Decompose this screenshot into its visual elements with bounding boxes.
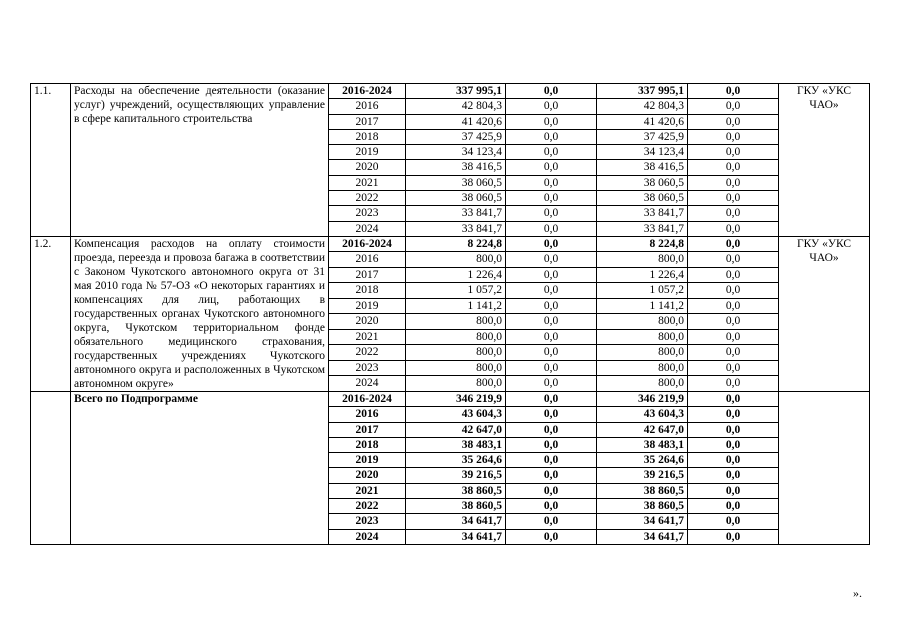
value-cell: 0,0 <box>688 391 779 406</box>
value-cell: 43 604,3 <box>597 407 688 422</box>
value-cell: 0,0 <box>506 129 597 144</box>
value-cell: 0,0 <box>688 529 779 544</box>
year-cell: 2016 <box>329 252 406 268</box>
value-cell: 38 483,1 <box>597 437 688 452</box>
year-cell: 2018 <box>329 437 406 452</box>
value-cell: 0,0 <box>688 329 779 345</box>
value-cell: 39 216,5 <box>597 468 688 483</box>
closing-quote: ». <box>853 586 862 600</box>
value-cell: 800,0 <box>597 376 688 392</box>
value-cell: 38 416,5 <box>597 160 688 175</box>
value-cell: 337 995,1 <box>597 84 688 99</box>
value-cell: 0,0 <box>506 298 597 314</box>
year-cell: 2024 <box>329 376 406 392</box>
value-cell: 800,0 <box>597 314 688 330</box>
total-cell: 41 420,6 <box>406 114 506 129</box>
total-cell: 38 416,5 <box>406 160 506 175</box>
total-cell: 38 483,1 <box>406 437 506 452</box>
value-cell: 0,0 <box>506 191 597 206</box>
year-cell: 2022 <box>329 345 406 361</box>
value-cell: 0,0 <box>688 314 779 330</box>
total-cell: 38 860,5 <box>406 483 506 498</box>
year-cell: 2021 <box>329 483 406 498</box>
value-cell: 0,0 <box>688 376 779 392</box>
year-cell: 2022 <box>329 499 406 514</box>
value-cell: 0,0 <box>688 298 779 314</box>
total-cell: 33 841,7 <box>406 206 506 221</box>
year-cell: 2016-2024 <box>329 84 406 99</box>
total-cell: 1 057,2 <box>406 283 506 299</box>
value-cell: 800,0 <box>597 360 688 376</box>
total-cell: 38 860,5 <box>406 499 506 514</box>
year-cell: 2017 <box>329 114 406 129</box>
value-cell: 0,0 <box>688 252 779 268</box>
value-cell: 800,0 <box>597 252 688 268</box>
year-cell: 2024 <box>329 529 406 544</box>
value-cell: 0,0 <box>506 160 597 175</box>
subprogram-total-label: Всего по Подпрограмме <box>71 391 329 544</box>
value-cell: 0,0 <box>688 145 779 160</box>
total-cell: 800,0 <box>406 329 506 345</box>
year-cell: 2023 <box>329 514 406 529</box>
value-cell: 0,0 <box>506 483 597 498</box>
value-cell: 1 057,2 <box>597 283 688 299</box>
year-cell: 2020 <box>329 160 406 175</box>
total-cell: 34 641,7 <box>406 514 506 529</box>
value-cell: 1 226,4 <box>597 267 688 283</box>
value-cell: 0,0 <box>688 99 779 114</box>
total-cell: 38 060,5 <box>406 191 506 206</box>
value-cell: 0,0 <box>506 468 597 483</box>
value-cell: 0,0 <box>688 514 779 529</box>
value-cell: 0,0 <box>506 145 597 160</box>
activity-name: Компенсация расходов на оплату стоимости проезда, переезда и провоза багажа в соответствии с Законом Чукотского автономного округа от 31 мая 2010 года № 57-ОЗ «О некоторых гарантиях и компенсациях для лиц, работающих в государственных органах Чукотского автономного округа, Чукотском территориальном фонде обязательного медицинского страхования, государственных учреждениях Чукотского автономного округа и расположенных в Чукотском автономном округе» <box>71 236 329 391</box>
value-cell: 0,0 <box>506 422 597 437</box>
value-cell: 0,0 <box>688 114 779 129</box>
table-body <box>31 84 870 545</box>
value-cell: 0,0 <box>688 191 779 206</box>
value-cell: 0,0 <box>688 360 779 376</box>
row-number <box>31 391 71 544</box>
value-cell: 0,0 <box>688 345 779 361</box>
row-number: 1.1. <box>31 84 71 237</box>
year-cell: 2016-2024 <box>329 391 406 406</box>
year-cell: 2016 <box>329 99 406 114</box>
value-cell: 0,0 <box>506 206 597 221</box>
value-cell: 0,0 <box>506 175 597 190</box>
value-cell: 0,0 <box>506 376 597 392</box>
value-cell: 0,0 <box>506 499 597 514</box>
total-cell: 37 425,9 <box>406 129 506 144</box>
value-cell: 34 123,4 <box>597 145 688 160</box>
value-cell: 0,0 <box>688 437 779 452</box>
year-cell: 2022 <box>329 191 406 206</box>
value-cell: 0,0 <box>506 329 597 345</box>
value-cell: 0,0 <box>688 206 779 221</box>
value-cell: 0,0 <box>506 391 597 406</box>
year-cell: 2016 <box>329 407 406 422</box>
total-cell: 33 841,7 <box>406 221 506 236</box>
total-cell: 34 123,4 <box>406 145 506 160</box>
table-row <box>31 236 870 252</box>
year-cell: 2017 <box>329 422 406 437</box>
value-cell: 0,0 <box>506 407 597 422</box>
value-cell: 0,0 <box>506 267 597 283</box>
value-cell: 42 804,3 <box>597 99 688 114</box>
total-cell: 1 141,2 <box>406 298 506 314</box>
value-cell: 0,0 <box>688 160 779 175</box>
value-cell: 0,0 <box>506 514 597 529</box>
total-cell: 800,0 <box>406 252 506 268</box>
value-cell: 0,0 <box>506 236 597 252</box>
year-cell: 2020 <box>329 314 406 330</box>
total-cell: 800,0 <box>406 376 506 392</box>
value-cell: 0,0 <box>688 175 779 190</box>
budget-table <box>30 83 870 545</box>
value-cell: 0,0 <box>506 529 597 544</box>
value-cell: 0,0 <box>506 360 597 376</box>
total-cell: 34 641,7 <box>406 529 506 544</box>
value-cell: 33 841,7 <box>597 221 688 236</box>
table-row <box>31 391 870 406</box>
value-cell: 0,0 <box>506 99 597 114</box>
value-cell: 0,0 <box>506 221 597 236</box>
value-cell: 34 641,7 <box>597 514 688 529</box>
value-cell: 34 641,7 <box>597 529 688 544</box>
activity-name: Расходы на обеспечение деятельности (оказание услуг) учреждений, осуществляющих управление в сфере капитального строительства <box>71 84 329 237</box>
total-cell: 346 219,9 <box>406 391 506 406</box>
value-cell: 35 264,6 <box>597 453 688 468</box>
total-cell: 35 264,6 <box>406 453 506 468</box>
total-cell: 1 226,4 <box>406 267 506 283</box>
executor <box>779 391 870 544</box>
year-cell: 2017 <box>329 267 406 283</box>
value-cell: 800,0 <box>597 329 688 345</box>
value-cell: 0,0 <box>506 252 597 268</box>
year-cell: 2019 <box>329 298 406 314</box>
value-cell: 41 420,6 <box>597 114 688 129</box>
value-cell: 0,0 <box>688 483 779 498</box>
year-cell: 2024 <box>329 221 406 236</box>
total-cell: 39 216,5 <box>406 468 506 483</box>
value-cell: 8 224,8 <box>597 236 688 252</box>
executor: ГКУ «УКС ЧАО» <box>779 236 870 391</box>
value-cell: 0,0 <box>688 499 779 514</box>
table-row <box>31 84 870 99</box>
year-cell: 2023 <box>329 360 406 376</box>
value-cell: 0,0 <box>688 221 779 236</box>
value-cell: 0,0 <box>688 407 779 422</box>
total-cell: 337 995,1 <box>406 84 506 99</box>
total-cell: 800,0 <box>406 345 506 361</box>
value-cell: 38 860,5 <box>597 483 688 498</box>
row-number: 1.2. <box>31 236 71 391</box>
value-cell: 346 219,9 <box>597 391 688 406</box>
total-cell: 42 804,3 <box>406 99 506 114</box>
value-cell: 0,0 <box>688 267 779 283</box>
value-cell: 37 425,9 <box>597 129 688 144</box>
year-cell: 2016-2024 <box>329 236 406 252</box>
value-cell: 38 060,5 <box>597 175 688 190</box>
total-cell: 42 647,0 <box>406 422 506 437</box>
year-cell: 2018 <box>329 129 406 144</box>
value-cell: 0,0 <box>688 84 779 99</box>
executor: ГКУ «УКС ЧАО» <box>779 84 870 237</box>
total-cell: 800,0 <box>406 314 506 330</box>
value-cell: 0,0 <box>688 453 779 468</box>
year-cell: 2023 <box>329 206 406 221</box>
total-cell: 43 604,3 <box>406 407 506 422</box>
value-cell: 0,0 <box>506 345 597 361</box>
value-cell: 1 141,2 <box>597 298 688 314</box>
value-cell: 42 647,0 <box>597 422 688 437</box>
value-cell: 800,0 <box>597 345 688 361</box>
value-cell: 38 060,5 <box>597 191 688 206</box>
value-cell: 0,0 <box>688 236 779 252</box>
value-cell: 0,0 <box>506 314 597 330</box>
value-cell: 0,0 <box>688 422 779 437</box>
value-cell: 0,0 <box>506 453 597 468</box>
value-cell: 38 860,5 <box>597 499 688 514</box>
total-cell: 800,0 <box>406 360 506 376</box>
value-cell: 0,0 <box>506 437 597 452</box>
value-cell: 0,0 <box>688 468 779 483</box>
total-cell: 8 224,8 <box>406 236 506 252</box>
year-cell: 2021 <box>329 175 406 190</box>
year-cell: 2019 <box>329 145 406 160</box>
value-cell: 33 841,7 <box>597 206 688 221</box>
value-cell: 0,0 <box>506 283 597 299</box>
year-cell: 2019 <box>329 453 406 468</box>
year-cell: 2020 <box>329 468 406 483</box>
value-cell: 0,0 <box>506 114 597 129</box>
value-cell: 0,0 <box>506 84 597 99</box>
year-cell: 2018 <box>329 283 406 299</box>
value-cell: 0,0 <box>688 129 779 144</box>
total-cell: 38 060,5 <box>406 175 506 190</box>
year-cell: 2021 <box>329 329 406 345</box>
value-cell: 0,0 <box>688 283 779 299</box>
